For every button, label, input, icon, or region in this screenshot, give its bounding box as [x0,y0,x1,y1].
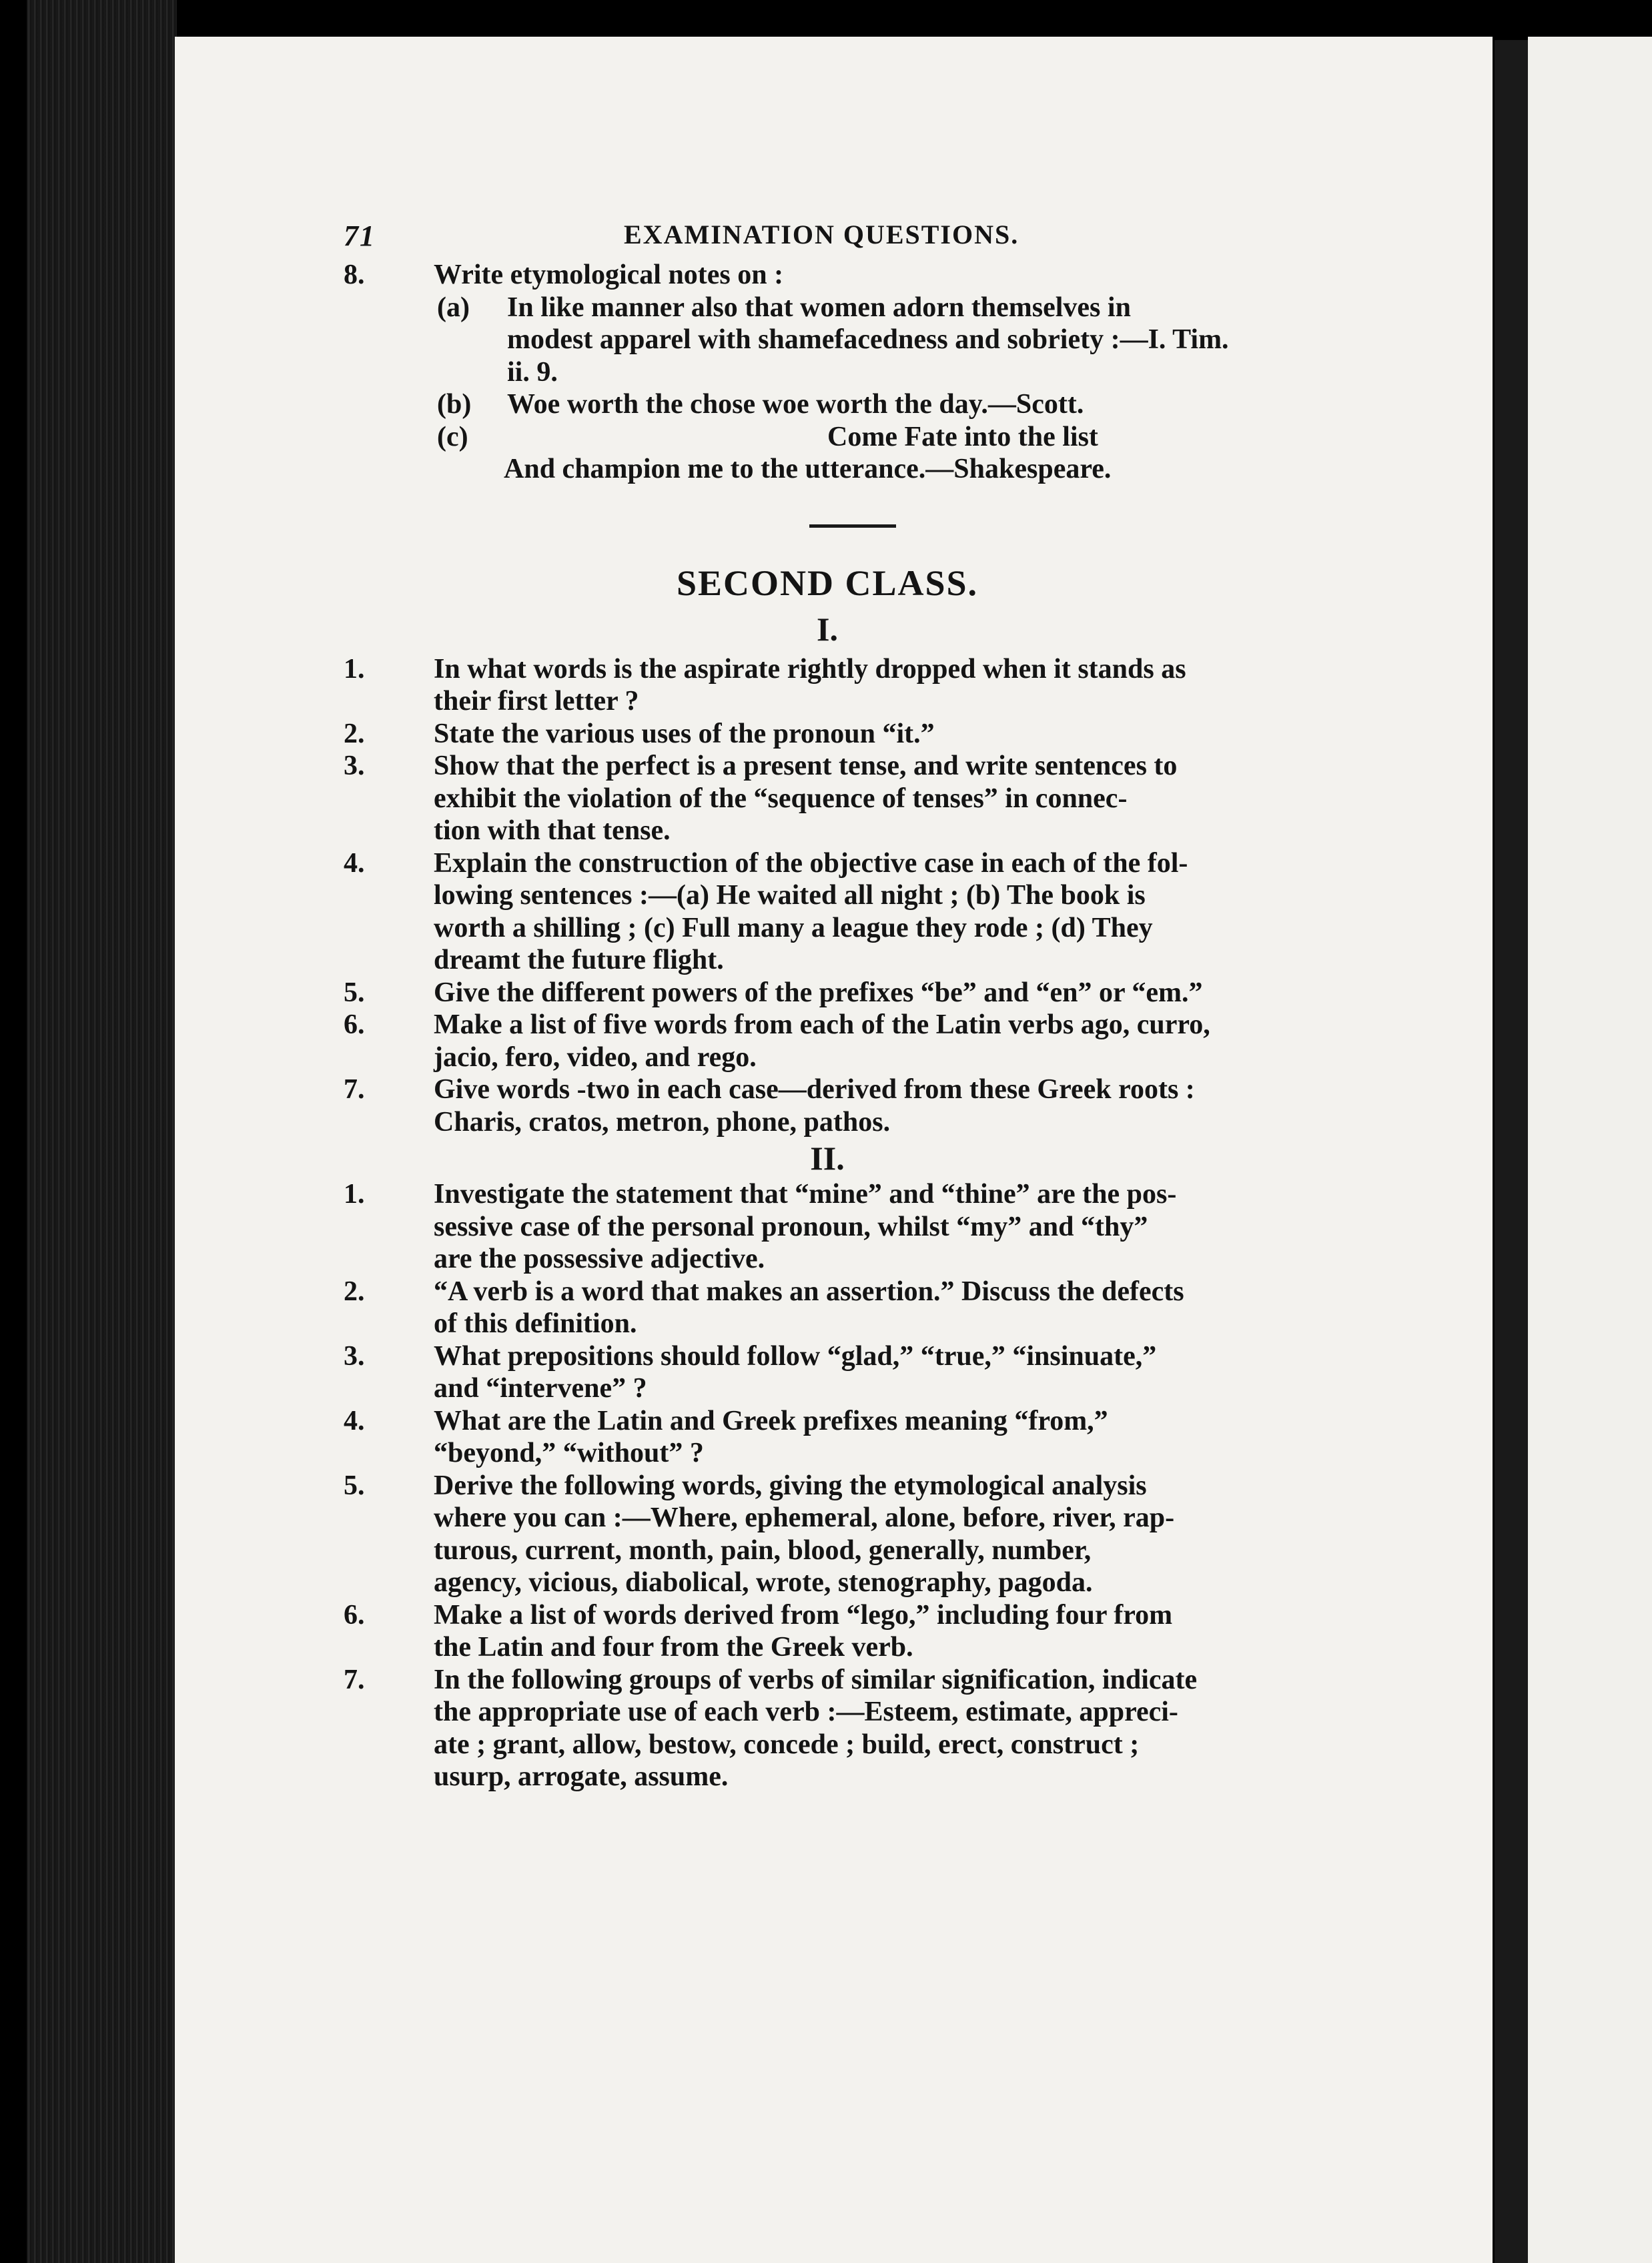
question-list-section-1 [344,653,1338,1139]
section-divider [809,524,896,528]
text-line: their first letter ? [434,686,639,717]
section-numeral: I. [817,610,838,648]
question-6 [344,1599,1338,1664]
sub-question-a [344,292,1338,389]
class-heading: SECOND CLASS. [676,562,979,603]
text-line: usurp, arrogate, assume. [434,1761,729,1792]
text-line: of this definition. [434,1308,637,1339]
book-spine [27,0,177,2263]
section-numeral: II. [810,1140,845,1177]
text-line: agency, vicious, diabolical, wrote, stenography, pagoda. [434,1567,1093,1598]
text-line: and “intervene” ? [434,1373,647,1404]
question-4 [344,1405,1338,1470]
verse-line: And champion me to the utterance.—Shakespeare. [504,454,1112,484]
text-line: jacio, fero, video, and rego. [434,1041,757,1073]
text-line: dreamt the future flight. [434,945,724,975]
question-number: 2. [344,718,365,749]
text-line: Derive the following words, giving the etymological analysis [434,1470,1147,1501]
text-line: the appropriate use of each verb :—Esteem, estimate, appreci- [434,1697,1178,1727]
text-line: Make a list of five words from each of the Latin verbs ago, curro, [434,1009,1210,1040]
question-number: 3. [344,1340,365,1372]
text-line: tion with that tense. [434,815,671,846]
question-number: 7. [344,1074,365,1105]
text-line: In what words is the aspirate rightly dropped when it stands as [434,653,1186,685]
page-gutter [1495,40,1528,2263]
question-number: 1. [344,1179,365,1210]
text-line: Make a list of words derived from “lego,” including four from [434,1599,1173,1631]
question-number: 6. [344,1009,365,1040]
question-number: 4. [344,1405,365,1436]
text-line: the Latin and four from the Greek verb. [434,1632,913,1663]
text-line: “A verb is a word that makes an assertion.” Discuss the defects [434,1276,1184,1307]
question-number: 7. [344,1664,365,1695]
text-line: turous, current, month, pain, blood, generally, number, [434,1534,1092,1566]
text-line: modest apparel with shamefacedness and sobriety :—I. Tim. [507,324,1229,355]
text-line: ii. 9. [507,356,558,388]
sub-question-c [344,421,1338,454]
question-2 [344,1276,1338,1340]
text-line: lowing sentences :—(a) He waited all night ; (b) The book is [434,880,1146,911]
text-line: Charis, cratos, metron, phone, pathos. [434,1106,891,1138]
text-line: Explain the construction of the objective case in each of the fol- [434,847,1188,879]
question-number: 5. [344,1470,365,1501]
text-line: worth a shilling ; (c) Full many a league they rode ; (d) They [434,912,1153,943]
sub-question-label: (a) [437,292,470,323]
text-line: “beyond,” “without” ? [434,1438,704,1468]
question-8 [344,259,1338,292]
text-line: Give the different powers of the prefixes “be” and “en” or “em.” [434,977,1203,1008]
text-line: sessive case of the personal pronoun, whilst “my” and “thy” [434,1211,1148,1242]
question-3 [344,750,1338,847]
verse-line: Come Fate into the list [827,421,1098,452]
running-head [344,212,1338,259]
question-7 [344,1073,1338,1138]
page-text [344,212,1338,1793]
text-line: Woe worth the chose woe worth the day.—Scott. [507,389,1084,420]
facing-page-edge [1528,37,1652,2263]
question-7 [344,1664,1338,1793]
page-number: 71 [344,219,376,252]
text-line: Investigate the statement that “mine” and “thine” are the pos- [434,1179,1177,1210]
text-line: Give words -two in each case—derived from these Greek roots : [434,1074,1195,1105]
question-list-section-2 [344,1178,1338,1793]
text-line: In the following groups of verbs of similar signification, indicate [434,1664,1198,1695]
question-number: 5. [344,977,365,1008]
text-line: What are the Latin and Greek prefixes meaning “from,” [434,1405,1108,1436]
question-number: 3. [344,751,365,781]
question-3 [344,1340,1338,1405]
running-head-title: EXAMINATION QUESTIONS. [624,219,1019,250]
text-line: In like manner also that women adorn themselves in [507,292,1131,323]
text-line: exhibit the violation of the “sequence of tenses” in connec- [434,783,1128,814]
question-text: Write etymological notes on : [434,260,784,290]
text-line: where you can :—Where, ephemeral, alone, before, river, rap- [434,1502,1175,1533]
text-line: Show that the perfect is a present tense, and write sentences to [434,751,1178,781]
sub-question-label: (c) [437,421,468,452]
question-number: 2. [344,1276,365,1307]
question-5 [344,1470,1338,1599]
text-line: are the possessive adjective. [434,1244,765,1274]
sub-question-label: (b) [437,389,472,420]
question-number: 4. [344,847,365,879]
question-6 [344,1009,1338,1073]
text-line: What prepositions should follow “glad,” “true,” “insinuate,” [434,1340,1157,1372]
question-4 [344,847,1338,977]
question-1 [344,1178,1338,1276]
text-line: ate ; grant, allow, bestow, concede ; build, erect, construct ; [434,1729,1140,1760]
question-2 [344,718,1338,751]
question-number: 8. [344,260,365,290]
sub-question-b [344,388,1338,421]
text-line: State the various uses of the pronoun “it.” [434,718,935,749]
question-1 [344,653,1338,718]
question-5 [344,977,1338,1009]
question-number: 1. [344,653,365,685]
question-number: 6. [344,1599,365,1631]
